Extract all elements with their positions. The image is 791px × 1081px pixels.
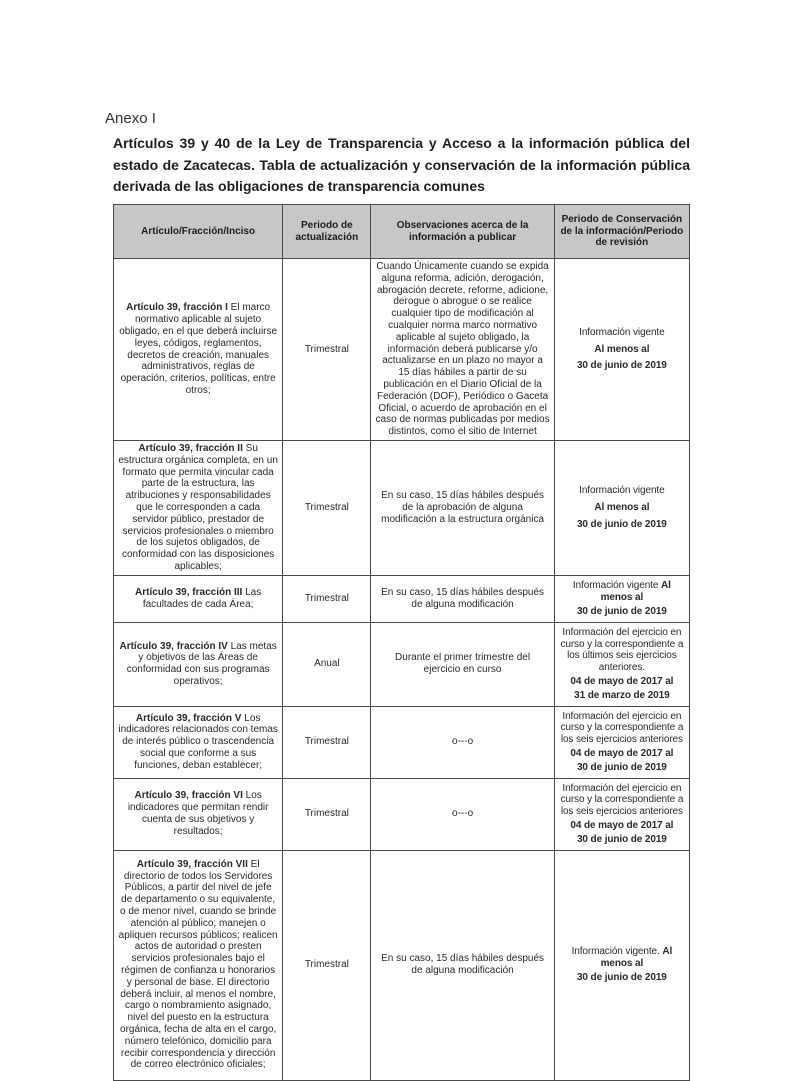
cell-periodo-conservacion (554, 706, 689, 778)
bold-text-segment: Artículo 39, fracción VI (134, 790, 243, 802)
cell-periodo-actualizacion: Trimestral (283, 441, 371, 576)
bold-text-segment: Al menos al (600, 946, 673, 970)
table-row (114, 259, 690, 441)
bold-text-segment: 31 de marzo de 2019 (574, 689, 670, 701)
text-segment: Información del ejercicio en curso y la correspondiente a los últimos seis ejercicios anteriores. (560, 626, 684, 674)
bold-text-segment: 30 de junio de 2019 (576, 761, 667, 773)
cell-observaciones: En su caso, 15 días hábiles después de alguna modificación (371, 575, 554, 622)
table-row (114, 575, 690, 622)
text-segment: Los indicadores que permitan rendir cuenta de sus objetivos y resultados; (127, 790, 269, 837)
cell-observaciones: En su caso, 15 días hábiles después de la aprobación de alguna modificación a la estructura orgánica (371, 441, 554, 576)
cell-periodo-conservacion (554, 778, 689, 850)
conservacion-line (559, 485, 685, 497)
col-header-periodo-conservacion: Periodo de Conservación de la información/Periodo de revisión (554, 205, 689, 259)
conservacion-line (559, 519, 685, 531)
transparency-table (113, 204, 690, 1080)
conservacion-line (559, 690, 685, 702)
cell-observaciones: o---o (371, 706, 554, 778)
bold-text-segment: Artículo 39, fracción IV (119, 640, 228, 652)
bold-text-segment: 04 de mayo de 2017 al (570, 819, 674, 831)
table-row (114, 850, 690, 1080)
col-header-articulo: Artículo/Fracción/Inciso (114, 205, 283, 259)
conservacion-line (559, 783, 685, 818)
cell-periodo-actualizacion: Trimestral (283, 778, 371, 850)
table-body (114, 259, 690, 1080)
conservacion-line (559, 627, 685, 674)
cell-periodo-conservacion (554, 259, 689, 441)
conservacion-line (559, 606, 685, 618)
conservacion-line (559, 820, 685, 832)
col-header-observaciones: Observaciones acerca de la información a publicar (371, 205, 554, 259)
cell-articulo-fraccion (114, 706, 283, 778)
text-segment: Información vigente. (571, 946, 663, 958)
bold-text-segment: Artículo 39, fracción I (126, 302, 228, 314)
page-title: Anexo I (105, 110, 156, 127)
bold-text-segment: 04 de mayo de 2017 al (570, 747, 674, 759)
text-segment: Los indicadores relacionados con temas de interés público o trascendencia social que conforme a sus funciones, deban establecer; (118, 712, 278, 771)
cell-periodo-actualizacion: Trimestral (283, 850, 371, 1080)
table-row (114, 778, 690, 850)
bold-text-segment: 04 de mayo de 2017 al (570, 675, 674, 687)
text-segment: El directorio de todos los Servidores Públicos, a partir del nivel de jefe de departamento o su equivalente, o de menor nivel, cuando se brinde atención al público; manejen o apliquen recursos públicos; realicen actos de autoridad o presten servicios profesionales bajo el régimen de confianza u honorarios y personal de base. El directorio deberá incluir, al menos el nombre, cargo o nombramiento asignado, nivel del puesto en la estructura orgánica, fecha de alta en el cargo, número telefónico, domicilio para recibir correspondencia y dirección de correo electrónico oficiales; (118, 858, 278, 1071)
cell-periodo-actualizacion: Trimestral (283, 706, 371, 778)
bold-text-segment: 30 de junio de 2019 (576, 518, 667, 530)
cell-observaciones: o---o (371, 778, 554, 850)
text-segment: Información del ejercicio en curso y la correspondiente a los seis ejercicios anteriores (560, 710, 684, 746)
bold-text-segment: Al menos al (594, 343, 650, 355)
table-row (114, 441, 690, 576)
cell-observaciones: Durante el primer trimestre del ejercicio en curso (371, 622, 554, 706)
cell-observaciones: En su caso, 15 días hábiles después de alguna modificación (371, 850, 554, 1080)
bold-text-segment: 30 de junio de 2019 (576, 605, 667, 617)
cell-articulo-fraccion (114, 778, 283, 850)
conservacion-line (559, 502, 685, 514)
bold-text-segment: Artículo 39, fracción II (138, 443, 243, 455)
text-segment: Su estructura orgánica completa, en un formato que permita vincular cada parte de la estructura, las atribuciones y responsabilidades que le corresponden a cada servidor público, prestador de servicios profesionales o miembro de los sujetos obligados, de conformidad con las disposiciones aplicables; (118, 443, 278, 572)
document-subtitle: Artículos 39 y 40 de la Ley de Transparencia y Acceso a la información pública del estado de Zacatecas. Tabla de actualización y conservación de la información pública derivada de las obligaciones de transparencia comunes (113, 135, 690, 195)
cell-periodo-actualizacion: Trimestral (283, 575, 371, 622)
cell-articulo-fraccion (114, 850, 283, 1080)
cell-periodo-conservacion (554, 441, 689, 576)
conservacion-line (559, 327, 685, 339)
conservacion-line (559, 972, 685, 984)
bold-text-segment: Al menos al (594, 502, 650, 513)
bold-text-segment: Artículo 39, fracción V (135, 712, 242, 724)
cell-articulo-fraccion (114, 622, 283, 706)
conservacion-line (559, 360, 685, 372)
cell-periodo-actualizacion: Anual (283, 622, 371, 706)
cell-observaciones: Cuando Únicamente cuando se expida alguna reforma, adición, derogación, abrogación decrete, reforme, adicione, derogue o abrogue o se realice cualquier tipo de modificación al cualquier norma marco normativo aplicable al sujeto obligado, la información deberá publicarse y/o actualizarse en un plazo no mayor a 15 días hábiles a partir de su publicación en el Diario Oficial de la Federación (DOF), Periódico o Gaceta Oficial, o acuerdo de aprobación en el caso de normas publicadas por medios distintos, como el sitio de Internet (371, 259, 554, 441)
text-segment: El marco normativo aplicable al sujeto obligado, en el que deberá incluirse leyes, códigos, reglamentos, decretos de creación, manuales administrativos, reglas de operación, criterios, políticas, entre otros; (119, 302, 278, 396)
col-header-periodo-actualizacion: Periodo de actualización (283, 205, 371, 259)
bold-text-segment: Artículo 39, fracción III (135, 586, 243, 598)
bold-text-segment: 30 de junio de 2019 (576, 360, 667, 372)
cell-periodo-conservacion (554, 622, 689, 706)
conservacion-line (559, 676, 685, 688)
cell-articulo-fraccion (114, 259, 283, 441)
table-row (114, 622, 690, 706)
table-header-row (114, 205, 690, 259)
text-segment: Información vigente (579, 485, 665, 497)
conservacion-line (559, 748, 685, 760)
bold-text-segment: Artículo 39, fracción VII (136, 858, 248, 870)
text-segment: Las facultades de cada Área; (142, 586, 262, 610)
text-segment: Información vigente (572, 580, 661, 592)
bold-text-segment: 30 de junio de 2019 (576, 971, 667, 983)
cell-articulo-fraccion (114, 441, 283, 576)
conservacion-line (559, 834, 685, 846)
conservacion-line (559, 711, 685, 746)
text-segment: Las metas y objetivos de las Áreas de conformidad con sus programas operativos; (126, 640, 277, 687)
text-segment: Información del ejercicio en curso y la correspondiente a los seis ejercicios anteriores (560, 782, 684, 818)
conservacion-line (559, 580, 685, 604)
cell-periodo-actualizacion: Trimestral (283, 259, 371, 441)
conservacion-line (559, 946, 685, 970)
cell-periodo-conservacion (554, 850, 689, 1080)
bold-text-segment: 30 de junio de 2019 (576, 833, 667, 845)
text-segment: Información vigente (579, 326, 665, 338)
conservacion-line (559, 762, 685, 774)
cell-articulo-fraccion (114, 575, 283, 622)
bold-text-segment: Al menos al (600, 580, 671, 603)
cell-periodo-conservacion (554, 575, 689, 622)
table-row (114, 706, 690, 778)
conservacion-line (559, 344, 685, 356)
